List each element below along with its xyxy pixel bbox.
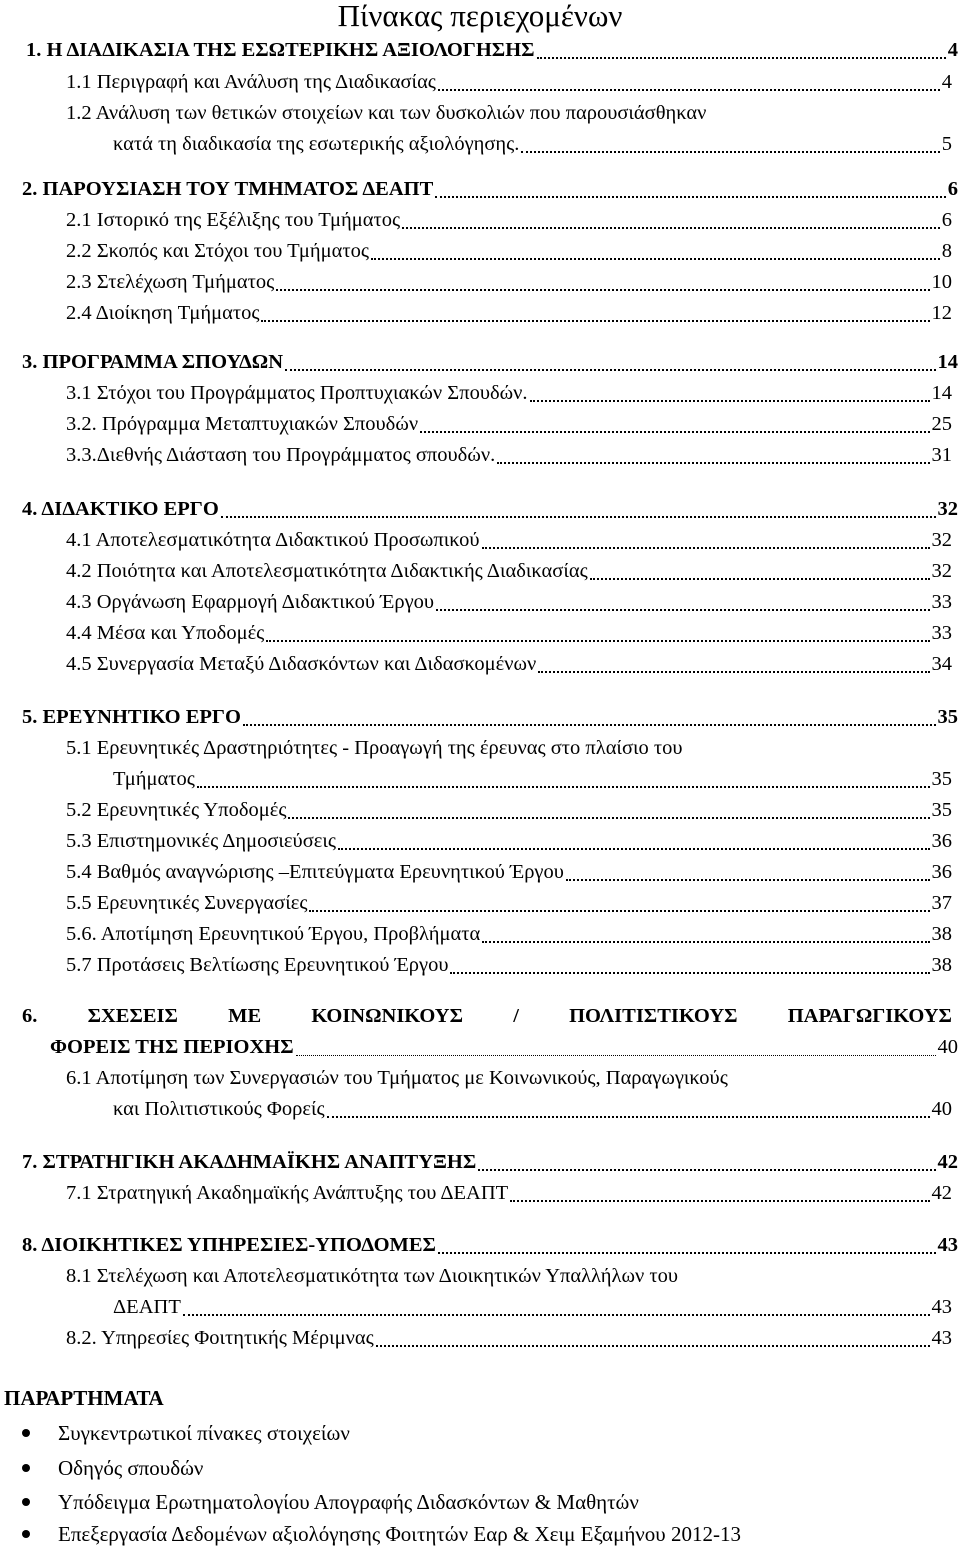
toc-text: 5.3 Επιστημονικές Δημοσιεύσεις xyxy=(66,830,336,852)
toc-leader xyxy=(183,1314,930,1316)
page-title: Πίνακας περιεχομένων xyxy=(337,0,623,33)
toc-leader xyxy=(530,400,930,402)
toc-text: 4.2 Ποιότητα και Αποτελεσματικότητα Διδακτικής Διαδικασίας xyxy=(66,560,588,582)
toc-section-6-1[interactable] xyxy=(113,1094,952,1124)
toc-word: ΠΑΡΑΓΩΓΙΚΟΥΣ xyxy=(787,1005,952,1027)
toc-page: 36 xyxy=(931,861,952,883)
toc-section-3-2[interactable] xyxy=(66,409,952,439)
toc-chapter-1[interactable] xyxy=(26,35,958,65)
toc-page: 10 xyxy=(931,271,952,293)
toc-chapter-5[interactable] xyxy=(22,702,958,732)
toc-page: 40 xyxy=(931,1098,952,1120)
toc-text: 4.1 Αποτελεσματικότητα Διδακτικού Προσωπικού xyxy=(66,529,480,551)
toc-section-8-1[interactable] xyxy=(113,1292,952,1322)
toc-section-5-1-line1[interactable]: 5.1 Ερευνητικές Δραστηριότητες - Προαγωγή της έρευνας στο πλαίσιο του xyxy=(66,737,683,759)
toc-leader xyxy=(376,1345,930,1347)
toc-section-4-2[interactable] xyxy=(66,556,952,586)
toc-chapter-2[interactable] xyxy=(22,174,958,204)
toc-section-2-2[interactable] xyxy=(66,236,952,266)
toc-leader xyxy=(296,1055,936,1056)
toc-text: 3.1 Στόχοι του Προγράμματος Προπτυχιακών Σπουδών. xyxy=(66,382,528,404)
toc-section-2-4[interactable] xyxy=(66,298,952,328)
appendix-item[interactable] xyxy=(22,1518,741,1550)
toc-section-4-3[interactable] xyxy=(66,587,952,617)
toc-page: 6 xyxy=(947,178,958,200)
toc-text: 3.3.Διεθνής Διάσταση του Προγράμματος σπουδών. xyxy=(66,444,496,466)
toc-page: 14 xyxy=(931,382,952,404)
toc-page: 6 xyxy=(941,209,952,231)
toc-leader xyxy=(420,431,929,433)
toc-page: 35 xyxy=(931,768,952,790)
toc-page: 33 xyxy=(931,622,952,644)
toc-text: 2. ΠΑΡΟΥΣΙΑΣΗ ΤΟΥ ΤΜΗΜΑΤΟΣ ΔΕΑΠΤ xyxy=(22,178,434,200)
toc-word: ΜΕ xyxy=(228,1005,262,1027)
toc-section-7-1[interactable] xyxy=(66,1178,952,1208)
toc-word: / xyxy=(513,1005,519,1027)
toc-section-4-4[interactable] xyxy=(66,618,952,648)
toc-leader xyxy=(338,848,930,850)
appendix-item[interactable] xyxy=(22,1452,203,1484)
toc-text: 8. ΔΙΟΙΚΗΤΙΚΕΣ ΥΠΗΡΕΣΙΕΣ-ΥΠΟΔΟΜΕΣ xyxy=(22,1234,436,1256)
toc-leader xyxy=(197,786,930,788)
toc-text: 4.4 Μέσα και Υποδομές xyxy=(66,622,265,644)
toc-chapter-6-line1[interactable] xyxy=(22,1001,952,1031)
toc-section-5-4[interactable] xyxy=(66,857,952,887)
toc-leader xyxy=(497,462,929,464)
toc-page: 43 xyxy=(931,1327,952,1349)
toc-text: 5.4 Βαθμός αναγνώρισης –Επιτεύγματα Ερευνητικού Έργου xyxy=(66,861,564,883)
toc-page: 12 xyxy=(931,302,952,324)
toc-leader xyxy=(590,578,930,580)
toc-page: 34 xyxy=(931,653,952,675)
toc-text: κατά τη διαδικασία της εσωτερικής αξιολόγησης. xyxy=(113,133,520,155)
toc-leader xyxy=(288,817,929,819)
toc-page: 32 xyxy=(931,529,952,551)
toc-text: 1. Η ΔΙΑΔΙΚΑΣΙΑ ΤΗΣ ΕΣΩΤΕΡΙΚΗΣ ΑΞΙΟΛΟΓΗΣΗΣ xyxy=(26,39,535,61)
toc-page: 43 xyxy=(937,1234,958,1256)
appendices-title: ΠΑΡΑΡΤΗΜΑΤΑ xyxy=(4,1386,164,1410)
toc-section-6-1-line1[interactable]: 6.1 Αποτίμηση των Συνεργασιών του Τμήματος με Κοινωνικούς, Παραγωγικούς xyxy=(66,1067,728,1089)
toc-section-4-5[interactable] xyxy=(66,649,952,679)
toc-section-1-2[interactable] xyxy=(113,129,952,159)
toc-leader xyxy=(266,640,929,642)
toc-text: 2.1 Ιστορικό της Εξέλιξης του Τμήματος xyxy=(66,209,401,231)
toc-leader xyxy=(566,879,930,881)
toc-leader xyxy=(538,671,929,673)
toc-text: 5.5 Ερευνητικές Συνεργασίες xyxy=(66,892,308,914)
toc-leader xyxy=(478,1169,935,1171)
bullet-icon xyxy=(22,1530,30,1538)
toc-word: ΠΟΛΙΤΙΣΤΙΚΟΥΣ xyxy=(569,1005,738,1027)
toc-text: 4. ΔΙΔΑΚΤΙΚΟ ΕΡΓΟ xyxy=(22,498,219,520)
toc-text: 5.7 Προτάσεις Βελτίωσης Ερευνητικού Έργου xyxy=(66,954,449,976)
appendix-item-label: Επεξεργασία Δεδομένων αξιολόγησης Φοιτητών Εαρ & Χειμ Εξαμήνου 2012-13 xyxy=(58,1522,741,1546)
toc-page: 4 xyxy=(947,39,958,61)
toc-page: 25 xyxy=(931,413,952,435)
toc-leader xyxy=(243,724,936,726)
toc-leader xyxy=(482,547,930,549)
toc-word: 6. xyxy=(22,1005,38,1027)
toc-text: Τμήματος xyxy=(113,768,195,790)
toc-text: 5.6. Αποτίμηση Ερευνητικού Έργου, Προβλήματα xyxy=(66,923,481,945)
toc-page: 33 xyxy=(931,591,952,613)
toc-section-5-1[interactable] xyxy=(113,764,952,794)
toc-word: ΚΟΙΝΩΝΙΚΟΥΣ xyxy=(311,1005,463,1027)
toc-leader xyxy=(510,1200,929,1202)
toc-text: 1.1 Περιγραφή και Ανάλυση της Διαδικασίας xyxy=(66,71,436,93)
toc-text: ΔΕΑΠΤ xyxy=(113,1296,181,1318)
toc-text: 5.2 Ερευνητικές Υποδομές xyxy=(66,799,287,821)
toc-leader xyxy=(402,227,940,229)
toc-leader xyxy=(537,57,946,59)
appendix-item-label: Συγκεντρωτικοί πίνακες στοιχείων xyxy=(58,1421,350,1445)
toc-section-2-1[interactable] xyxy=(66,205,952,235)
toc-chapter-3[interactable] xyxy=(22,347,958,377)
toc-page: 42 xyxy=(937,1151,958,1173)
appendix-item-label: Οδηγός σπουδών xyxy=(58,1456,204,1480)
toc-page: 43 xyxy=(931,1296,952,1318)
toc-section-5-6[interactable] xyxy=(66,919,952,949)
toc-section-2-3[interactable] xyxy=(66,267,952,297)
toc-leader xyxy=(371,258,940,260)
toc-section-3-1[interactable] xyxy=(66,378,952,408)
toc-page: 35 xyxy=(937,706,958,728)
bullet-icon xyxy=(22,1429,30,1437)
toc-text: 3.2. Πρόγραμμα Μεταπτυχιακών Σπουδών xyxy=(66,413,419,435)
toc-leader xyxy=(276,289,929,291)
toc-section-5-2[interactable] xyxy=(66,795,952,825)
toc-text: 5. ΕΡΕΥΝΗΤΙΚΟ ΕΡΓΟ xyxy=(22,706,241,728)
toc-text: 4.5 Συνεργασία Μεταξύ Διδασκόντων και Διδασκομένων xyxy=(66,653,537,675)
toc-page: 32 xyxy=(931,560,952,582)
appendix-item-label: Υπόδειγμα Ερωτηματολογίου Απογραφής Διδασκόντων & Μαθητών xyxy=(58,1490,639,1514)
toc-text: 4.3 Οργάνωση Εφαρμογή Διδακτικού Έργου xyxy=(66,591,435,613)
toc-leader xyxy=(482,941,929,943)
appendix-item[interactable] xyxy=(22,1486,639,1518)
bullet-icon xyxy=(22,1464,30,1472)
toc-page: 35 xyxy=(931,799,952,821)
toc-text: 2.3 Στελέχωση Τμήματος xyxy=(66,271,275,293)
toc-leader xyxy=(309,910,929,912)
toc-leader xyxy=(438,89,940,91)
toc-section-5-5[interactable] xyxy=(66,888,952,918)
toc-page: 14 xyxy=(937,351,958,373)
toc-leader xyxy=(327,1116,930,1118)
toc-section-8-2[interactable] xyxy=(66,1323,952,1353)
toc-text: 7.1 Στρατηγική Ακαδημαϊκής Ανάπτυξης του ΔΕΑΠΤ xyxy=(66,1182,509,1204)
toc-page: 32 xyxy=(937,498,958,520)
toc-page: 31 xyxy=(931,444,952,466)
appendix-item[interactable] xyxy=(22,1417,350,1449)
toc-page: 37 xyxy=(931,892,952,914)
toc-page: 38 xyxy=(931,923,952,945)
toc-word: ΣΧΕΣΕΙΣ xyxy=(87,1005,178,1027)
toc-section-5-7[interactable] xyxy=(66,950,952,980)
toc-page: 8 xyxy=(941,240,952,262)
toc-leader xyxy=(261,320,929,322)
toc-text: 8.2. Υπηρεσίες Φοιτητικής Μέριμνας xyxy=(66,1327,374,1349)
toc-page: 5 xyxy=(941,133,952,155)
toc-page: 38 xyxy=(931,954,952,976)
toc-text: 3. ΠΡΟΓΡΑΜΜΑ ΣΠΟΥΔΩΝ xyxy=(22,351,284,373)
toc-text: 7. ΣΤΡΑΤΗΓΙΚΗ ΑΚΑΔΗΜΑΪΚΗΣ ΑΝΑΠΤΥΞΗΣ xyxy=(22,1151,477,1173)
toc-text: ΦΟΡΕΙΣ ΤΗΣ ΠΕΡΙΟΧΗΣ xyxy=(50,1036,294,1058)
toc-leader xyxy=(285,369,935,371)
toc-section-1-2-line1[interactable]: 1.2 Ανάλυση των θετικών στοιχείων και των δυσκολιών που παρουσιάσθηκαν xyxy=(66,102,707,124)
toc-section-3-3[interactable] xyxy=(66,440,952,470)
toc-chapter-6[interactable] xyxy=(50,1032,958,1062)
toc-page: 36 xyxy=(931,830,952,852)
toc-text: 2.2 Σκοπός και Στόχοι του Τμήματος xyxy=(66,240,369,262)
toc-leader xyxy=(450,972,929,974)
toc-page: 40 xyxy=(937,1036,958,1058)
toc-text: και Πολιτιστικούς Φορείς xyxy=(113,1098,325,1120)
toc-page: 42 xyxy=(931,1182,952,1204)
toc-section-1-1[interactable] xyxy=(66,67,952,97)
toc-page: 4 xyxy=(941,71,952,93)
toc-leader xyxy=(521,151,939,153)
toc-section-8-1-line1[interactable]: 8.1 Στελέχωση και Αποτελεσματικότητα των Διοικητικών Υπαλλήλων του xyxy=(66,1265,678,1287)
toc-chapter-7[interactable] xyxy=(22,1147,958,1177)
toc-leader xyxy=(438,1252,936,1254)
bullet-icon xyxy=(22,1498,30,1506)
toc-chapter-4[interactable] xyxy=(22,494,958,524)
toc-leader xyxy=(436,609,929,611)
toc-section-4-1[interactable] xyxy=(66,525,952,555)
toc-leader xyxy=(435,196,945,198)
toc-section-5-3[interactable] xyxy=(66,826,952,856)
toc-leader xyxy=(221,516,936,518)
toc-text: 2.4 Διοίκηση Τμήματος xyxy=(66,302,260,324)
toc-chapter-8[interactable] xyxy=(22,1230,958,1260)
